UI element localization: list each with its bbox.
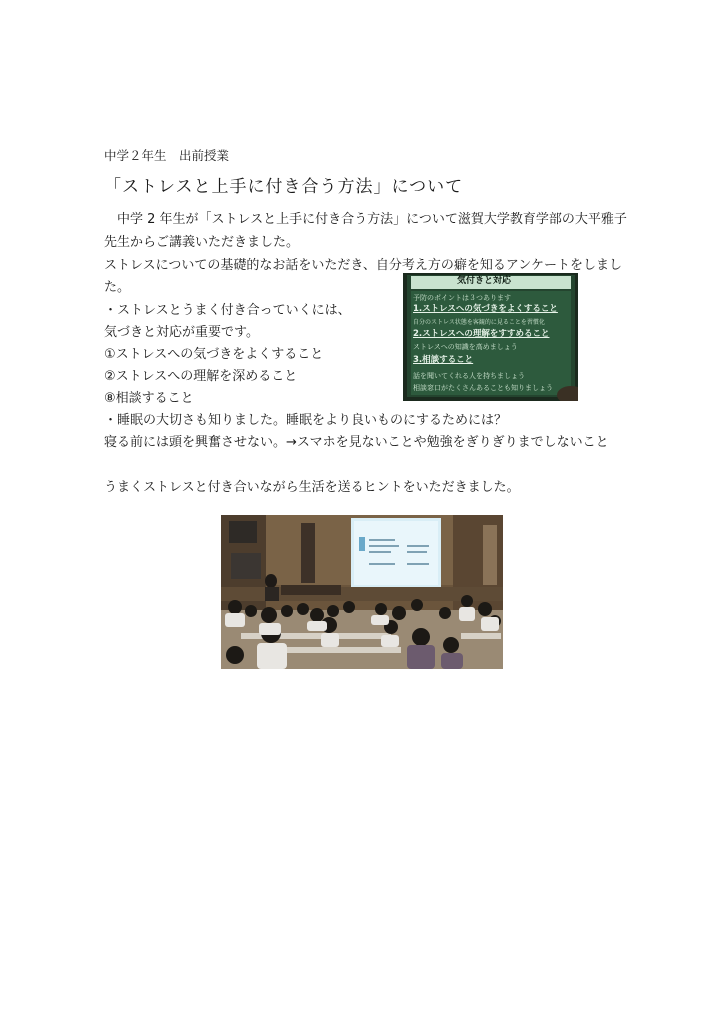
slide-subtext: 話を聞いてくれる人を持ちましょう bbox=[413, 372, 525, 380]
lecture-hall-illustration bbox=[221, 515, 503, 669]
slide-heading: 1.ストレスへの気づきをよくすること bbox=[413, 304, 558, 314]
paragraph-line: うまくストレスと付き合いながら生活を送るヒントをいただきました。 bbox=[104, 480, 520, 495]
list-item: ⑧相談すること bbox=[104, 391, 194, 406]
document-header: 中学２年生 出前授業 bbox=[104, 148, 230, 163]
paragraph-line: 寝る前には頭を興奮させない。→スマホを見ないことや勉強をぎりぎりまでしないこと bbox=[104, 435, 609, 450]
paragraph-line: 先生からご講義いただきました。 bbox=[104, 235, 300, 250]
paragraph-line: た。 bbox=[104, 280, 131, 295]
paragraph-line: 気づきと対応が重要です。 bbox=[104, 325, 259, 340]
list-item: ①ストレスへの気づきをよくすること bbox=[104, 347, 324, 362]
lecture-hall-photo bbox=[221, 515, 503, 669]
slide-intro: 予防のポイントは３つあります bbox=[413, 294, 511, 302]
slide-subtext: ストレスへの知識を高めましょう bbox=[413, 343, 518, 351]
slide-title: 気付きと対応 bbox=[457, 276, 512, 286]
slide-heading: 3.相談すること bbox=[413, 355, 474, 365]
paragraph-line: ストレスについての基礎的なお話をいただき、自分考え方の癖を知るアンケートをしまし bbox=[104, 258, 623, 273]
slide-subtext: 自分のストレス状態を客観的に見ることを習慣化 bbox=[413, 319, 545, 326]
paragraph-line: ・ストレスとうまく付き合っていくには、 bbox=[104, 303, 351, 318]
slide-photo bbox=[403, 273, 578, 401]
slide-subtext: 相談窓口がたくさんあることも知りましょう bbox=[413, 384, 553, 392]
list-item: ②ストレスへの理解を深めること bbox=[104, 369, 298, 384]
slide-heading: 2.ストレスへの理解をすすめること bbox=[413, 329, 550, 339]
paragraph-line: 中学 2 年生が「ストレスと上手に付き合う方法」について滋賀大学教育学部の大平雅子 bbox=[104, 212, 627, 227]
paragraph-line: ・睡眠の大切さも知りました。睡眠をより良いものにするためには？ bbox=[104, 413, 508, 428]
document-title: 「ストレスと上手に付き合う方法」について bbox=[104, 177, 464, 197]
